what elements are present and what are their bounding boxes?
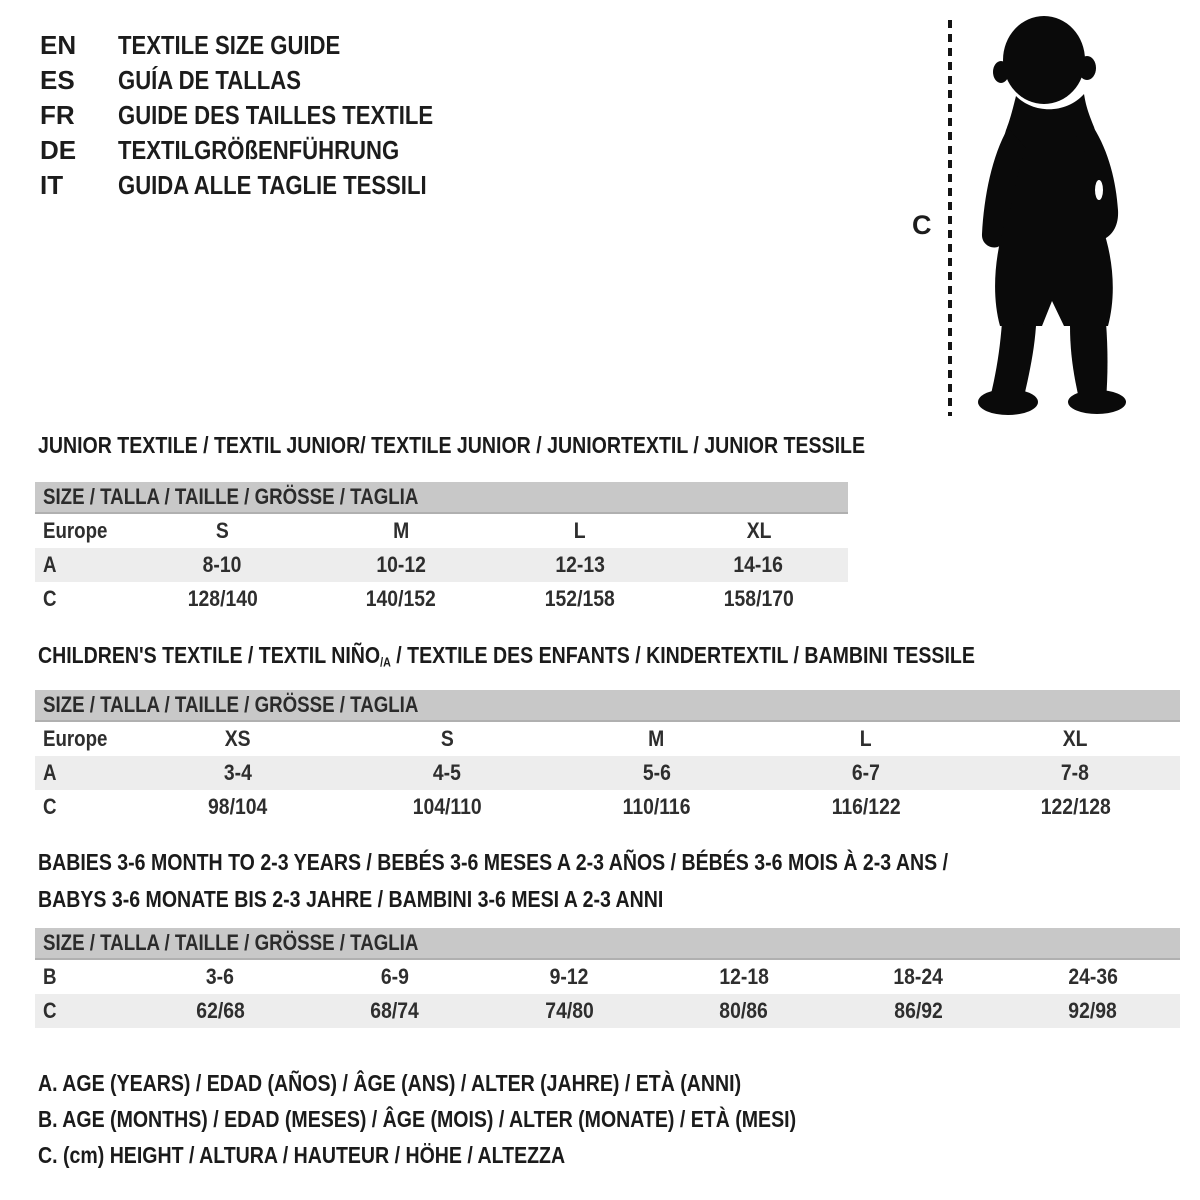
language-row-en	[40, 28, 489, 63]
table-cell: L	[859, 726, 872, 751]
table-cell: 6-9	[380, 964, 409, 989]
table-cell: 92/98	[1068, 998, 1117, 1023]
language-code: FR	[40, 100, 75, 130]
language-row-de	[40, 133, 489, 168]
table-cell: S	[215, 518, 229, 543]
size-header-bar: SIZE / TALLA / TAILLE / GRÖSSE / TAGLIA	[35, 928, 1180, 960]
table-cell: XL	[746, 518, 771, 543]
table-cell: 24-36	[1067, 964, 1118, 989]
row-label: Europe	[43, 726, 108, 751]
table-cell: 12-18	[718, 964, 769, 989]
size-header-bar: SIZE / TALLA / TAILLE / GRÖSSE / TAGLIA	[35, 482, 848, 514]
table-cell: 18-24	[893, 964, 944, 989]
language-title: GUIDA ALLE TAGLIE TESSILI	[118, 170, 427, 200]
table-cell: 80/86	[719, 998, 768, 1023]
language-title: GUIDE DES TAILLES TEXTILE	[118, 100, 434, 130]
table-cell: 110/116	[622, 794, 691, 819]
table-cell: 74/80	[545, 998, 594, 1023]
table-row-b	[35, 960, 1180, 994]
row-label: C	[43, 998, 57, 1023]
legend-age-months: B. AGE (MONTHS) / EDAD (MESES) / ÂGE (MOIS) / ALTER (MONATE) / ETÀ (MESI)	[38, 1106, 797, 1132]
table-row-europe	[35, 514, 848, 548]
table-cell: 62/68	[196, 998, 245, 1023]
table-cell: 6-7	[851, 760, 880, 785]
language-code: IT	[40, 170, 64, 200]
language-code: DE	[40, 135, 77, 165]
table-cell: 14-16	[733, 552, 784, 577]
children-size-table	[35, 690, 1180, 824]
row-label: A	[43, 552, 57, 577]
language-title: GUÍA DE TALLAS	[118, 65, 301, 95]
babies-section-title-line2: BABYS 3-6 MONATE BIS 2-3 JAHRE / BAMBINI 3-6 MESI A 2-3 ANNI	[38, 886, 664, 912]
language-code: EN	[40, 30, 77, 60]
row-label: C	[43, 586, 57, 611]
children-section-title: CHILDREN'S TEXTILE / TEXTIL NIÑO/A / TEXTILE DES ENFANTS / KINDERTEXTIL / BAMBINI TESSILE	[38, 642, 975, 670]
table-cell: 104/110	[412, 794, 482, 819]
table-cell: 128/140	[187, 586, 258, 611]
table-cell: L	[573, 518, 586, 543]
legend-height-cm: C. (cm) HEIGHT / ALTURA / HAUTEUR / HÖHE / ALTEZZA	[38, 1142, 566, 1168]
language-code: ES	[40, 65, 75, 95]
table-row-a	[35, 548, 848, 582]
language-title: TEXTILGRÖßENFÜHRUNG	[118, 135, 400, 165]
row-label: Europe	[43, 518, 108, 543]
table-cell: M	[393, 518, 410, 543]
table-row-c	[35, 582, 848, 616]
babies-section-title-line1: BABIES 3-6 MONTH TO 2-3 YEARS / BEBÉS 3-6 MESES A 2-3 AÑOS / BÉBÉS 3-6 MOIS À 2-3 ANS /	[38, 849, 949, 875]
height-measure-label: C	[912, 210, 932, 240]
language-row-fr	[40, 98, 489, 133]
table-cell: 7-8	[1061, 760, 1090, 785]
table-cell: 10-12	[376, 552, 426, 577]
junior-size-table	[35, 482, 848, 616]
junior-section-title: JUNIOR TEXTILE / TEXTIL JUNIOR/ TEXTILE JUNIOR / JUNIORTEXTIL / JUNIOR TESSILE	[38, 432, 866, 458]
table-cell: 9-12	[549, 964, 589, 989]
row-label: C	[43, 794, 57, 819]
table-row-europe	[35, 722, 1180, 756]
table-cell: 158/170	[723, 586, 794, 611]
babies-size-table	[35, 928, 1180, 1028]
table-cell: 116/122	[831, 794, 901, 819]
height-measure-dashed-line	[948, 20, 952, 416]
table-cell: 98/104	[208, 794, 268, 819]
toddler-silhouette-icon	[966, 12, 1138, 420]
language-row-es	[40, 63, 489, 98]
table-cell: 152/158	[544, 586, 615, 611]
table-cell: XL	[1062, 726, 1088, 751]
table-cell: 4-5	[433, 760, 462, 785]
table-cell: 68/74	[370, 998, 419, 1023]
table-cell: 3-4	[223, 760, 252, 785]
table-cell: 86/92	[894, 998, 943, 1023]
table-cell: S	[440, 726, 454, 751]
table-row-c	[35, 994, 1180, 1028]
language-title: TEXTILE SIZE GUIDE	[118, 30, 341, 60]
table-cell: 122/128	[1040, 794, 1111, 819]
row-label: A	[43, 760, 57, 785]
table-cell: 5-6	[642, 760, 671, 785]
table-cell: 12-13	[555, 552, 605, 577]
table-cell: 3-6	[206, 964, 235, 989]
table-cell: 8-10	[202, 552, 242, 577]
language-row-it	[40, 168, 489, 203]
table-cell: XS	[224, 726, 251, 751]
table-cell: 140/152	[366, 586, 437, 611]
table-row-c	[35, 790, 1180, 824]
size-header-bar: SIZE / TALLA / TAILLE / GRÖSSE / TAGLIA	[35, 690, 1180, 722]
table-cell: M	[648, 726, 665, 751]
language-list	[40, 28, 489, 203]
table-row-a	[35, 756, 1180, 790]
row-label: B	[43, 964, 57, 989]
legend-age-years: A. AGE (YEARS) / EDAD (AÑOS) / ÂGE (ANS) / ALTER (JAHRE) / ETÀ (ANNI)	[38, 1070, 742, 1096]
